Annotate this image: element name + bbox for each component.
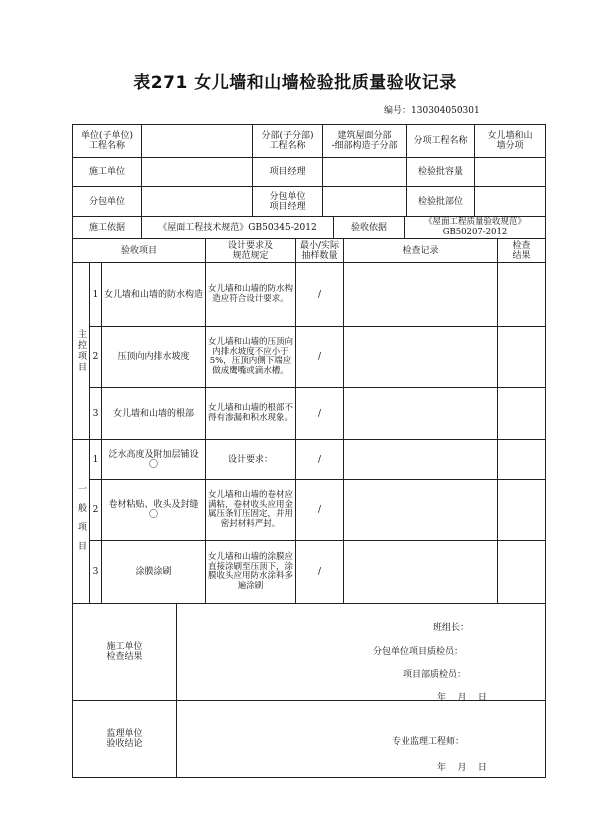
constructor-label: 施工单位	[88, 167, 125, 177]
sub-inspector-label: 分包单位项目质检员：	[373, 647, 464, 657]
main-item-2-no: 2	[92, 352, 99, 362]
page-title: 表271 女儿墙和山墙检验批质量验收记录	[133, 73, 457, 93]
construction-result-label: 施工单位 检查结果	[106, 642, 143, 662]
main-item-3-no: 3	[92, 408, 99, 419]
doc-no-label: 编号：	[384, 106, 412, 116]
batch-part-label: 检验批部位	[417, 196, 463, 207]
construction-date: 年 月 日	[437, 693, 487, 703]
general-item-3-sample: /	[317, 567, 322, 577]
general-group-label	[73, 440, 89, 603]
sub-pm-label: 分包单位 项目经理	[269, 191, 306, 212]
acceptance-basis-label: 验收依据	[350, 222, 387, 233]
item-name-label: 分项工程名称	[413, 136, 468, 146]
general-item-2-req: 女儿墙和山墙的卷材应满粘，卷材收头应用金属压条钉压固定，并用密封材料严封。	[208, 490, 294, 529]
col-inspection-item: 验收项目	[120, 245, 157, 256]
general-item-3-req: 女儿墙和山墙的涂膜应直接涂刷至压顶下，涂膜收头应用防水涂料多遍涂刷	[208, 552, 294, 591]
general-item-1-name: 泛水高度及附加层铺设 〇	[108, 449, 199, 470]
batch-capacity-label: 检验批容量	[417, 167, 463, 177]
supervision-engineer-label: 专业监理工程师：	[392, 737, 465, 747]
main-item-2-name: 压顶向内排水坡度	[117, 352, 190, 362]
part-name-label: 分部(子分部) 工程名称	[261, 131, 314, 151]
general-item-2-no: 2	[92, 505, 99, 515]
main-item-1-sample: /	[317, 289, 322, 300]
general-text: 一般项目	[76, 483, 86, 560]
main-item-3-sample: /	[317, 408, 322, 419]
main-item-1-no: 1	[92, 289, 99, 300]
supervision-date: 年 月 日	[437, 763, 487, 773]
part-name-value: 建筑屋面分部 -细部构造子分部	[331, 131, 398, 151]
unit-name-label: 单位(子单位) 工程名称	[80, 131, 134, 151]
col-sample: 最小/实际 抽样数量	[299, 240, 340, 261]
col-requirement: 设计要求及 规范规定	[227, 240, 273, 261]
general-item-1-no: 1	[92, 454, 99, 465]
doc-no-value: 130304050301	[411, 106, 480, 116]
grid-line	[176, 603, 177, 778]
general-item-1-req: 设计要求：	[227, 454, 273, 465]
general-item-2-name: 卷材粘贴、收头及封缝 〇	[108, 500, 199, 520]
general-item-2-sample: /	[317, 505, 322, 515]
col-record: 检查记录	[402, 245, 439, 256]
grid-line	[72, 777, 545, 778]
main-item-2-req: 女儿墙和山墙的压顶向内排水坡度不应小于5%，压顶内侧下端应做成鹰嘴或滴水槽。	[208, 337, 294, 376]
general-item-3-name: 涂膜涂刷	[135, 567, 172, 577]
main-item-3-name: 女儿墙和山墙的根部	[112, 408, 194, 419]
main-item-1-req: 女儿墙和山墙的防水构造应符合设计要求。	[208, 284, 294, 304]
main-control-group-label	[73, 263, 89, 439]
grid-line	[343, 238, 344, 603]
main-item-3-req: 女儿墙和山墙的根部不得有渗漏和积水现象。	[208, 403, 294, 423]
project-inspector-label: 项目部质检员：	[403, 670, 467, 680]
team-leader-label: 班组长：	[433, 623, 470, 633]
construction-basis-label: 施工依据	[88, 222, 125, 233]
grid-line	[497, 238, 498, 603]
document-number	[384, 103, 480, 116]
main-control-text: 主控项目	[76, 329, 86, 373]
main-item-1-name: 女儿墙和山墙的防水构造	[104, 289, 204, 300]
item-name-value: 女儿墙和山 墙分项	[487, 131, 533, 151]
col-result: 检查 结果	[512, 240, 531, 261]
project-manager-label: 项目经理	[269, 167, 306, 177]
unit-name-value	[142, 125, 252, 157]
main-item-2-sample: /	[317, 352, 322, 362]
subcontractor-label: 分包单位	[88, 196, 125, 207]
general-item-1-sample: /	[317, 454, 322, 465]
supervision-result-label: 监理单位 验收结论	[106, 729, 143, 749]
general-item-3-no: 3	[92, 567, 99, 577]
grid-line	[545, 124, 546, 778]
construction-basis-value: 《屋面工程技术规范》GB50345-2012	[158, 222, 317, 233]
acceptance-basis-value: 《屋面工程质量验收规范》 GB50207-2012	[423, 217, 526, 237]
